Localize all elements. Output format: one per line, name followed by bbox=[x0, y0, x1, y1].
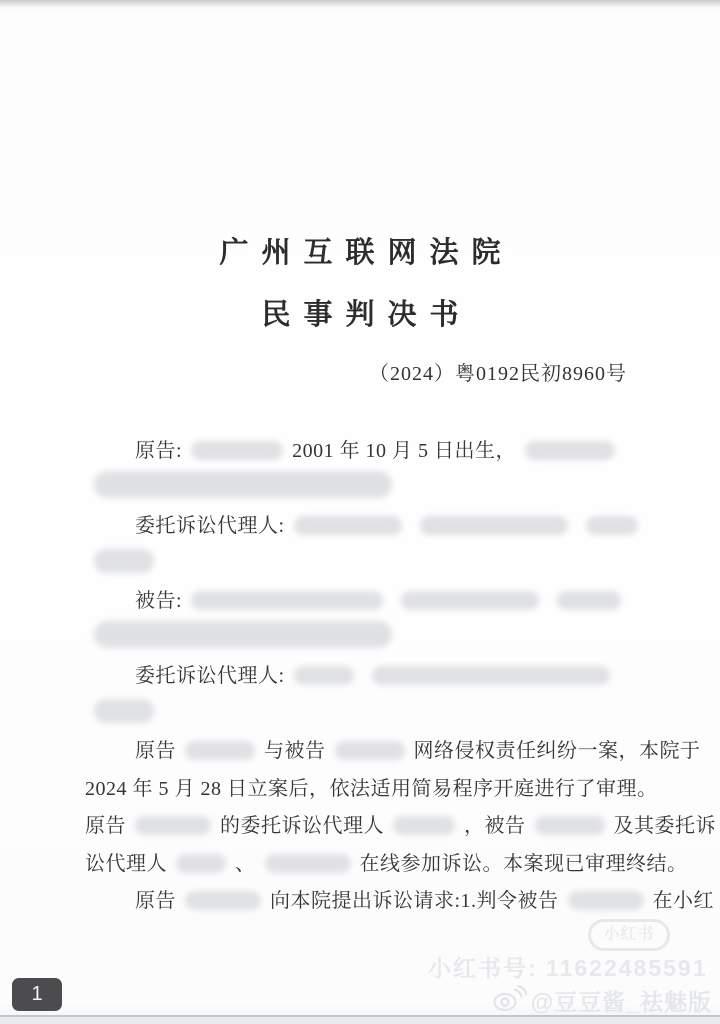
document-line bbox=[85, 808, 716, 846]
photo-top-edge bbox=[0, 0, 720, 8]
redaction-blur bbox=[535, 816, 605, 835]
redaction-blur bbox=[294, 516, 402, 535]
text-segment: 与被告 bbox=[264, 740, 326, 762]
text-segment: 原告 bbox=[85, 815, 126, 837]
text-segment: 原告 bbox=[135, 890, 176, 912]
text-segment: 的委托诉讼代理人 bbox=[220, 815, 384, 837]
redaction-blur bbox=[94, 549, 154, 573]
weibo-watermark bbox=[491, 983, 712, 1018]
redaction-blur bbox=[191, 441, 283, 460]
redaction-blur bbox=[94, 699, 154, 723]
text-segment: 、 bbox=[235, 852, 256, 875]
text-segment: 2024 年 5 月 28 日立案后，依法适用简易程序开庭进行了审理。 bbox=[85, 777, 658, 800]
redaction-blur bbox=[185, 741, 255, 760]
xiaohongshu-id-watermark: 小红书号: 11622485591 bbox=[428, 955, 708, 981]
text-segment: 在小红 bbox=[652, 890, 715, 912]
xiaohongshu-logo-watermark: 小红书 bbox=[588, 919, 670, 951]
text-segment: 在线参加诉讼。本案现已审理终结。 bbox=[359, 852, 688, 875]
redaction-blur bbox=[401, 591, 539, 610]
document-line bbox=[85, 621, 648, 659]
text-segment: 向本院提出诉讼请求:1.判令被告 bbox=[270, 890, 559, 912]
redaction-blur bbox=[568, 891, 644, 910]
redaction-blur bbox=[525, 441, 615, 460]
document-line bbox=[85, 658, 648, 696]
document-line bbox=[85, 771, 658, 809]
redaction-blur bbox=[294, 666, 354, 685]
text-segment: 委托诉讼代理人: bbox=[135, 665, 285, 687]
text-segment: 网络侵权责任纠纷一案，本院于 bbox=[413, 740, 701, 762]
photo-bottom-edge bbox=[0, 1015, 720, 1024]
document-line bbox=[85, 508, 648, 546]
text-segment: 讼代理人 bbox=[85, 852, 167, 875]
redaction-blur bbox=[135, 816, 211, 835]
text-segment: 被告: bbox=[135, 590, 183, 612]
text-segment: 2001 年 10 月 5 日出生， bbox=[292, 440, 517, 462]
redaction-blur bbox=[94, 621, 392, 648]
document-line bbox=[85, 883, 715, 921]
text-segment: ，被告 bbox=[464, 815, 526, 837]
document-line bbox=[85, 696, 648, 734]
redaction-blur bbox=[335, 741, 405, 760]
page-number-badge: 1 bbox=[12, 978, 62, 1011]
document-type-title: 民事判决书 bbox=[261, 299, 472, 331]
redaction-blur bbox=[393, 816, 455, 835]
redaction-blur bbox=[94, 471, 392, 498]
redaction-blur bbox=[372, 666, 610, 685]
document-line bbox=[85, 433, 648, 471]
document-line bbox=[85, 583, 648, 621]
redaction-blur bbox=[265, 854, 351, 873]
document-line bbox=[85, 846, 688, 884]
court-name: 广州互联网法院 bbox=[219, 237, 514, 269]
document-line bbox=[85, 546, 648, 584]
redaction-blur bbox=[191, 591, 383, 610]
redaction-blur bbox=[185, 891, 261, 910]
redaction-blur bbox=[557, 591, 621, 610]
text-segment: 委托诉讼代理人: bbox=[135, 515, 285, 537]
document-body bbox=[85, 433, 716, 921]
document-line bbox=[85, 733, 701, 771]
case-number: （2024）粤0192民初8960号 bbox=[369, 363, 627, 385]
document-line bbox=[85, 471, 648, 509]
redaction-blur bbox=[176, 854, 226, 873]
redaction-blur bbox=[420, 516, 568, 535]
document-title-block bbox=[0, 230, 720, 333]
text-segment: 及其委托诉 bbox=[613, 815, 716, 837]
weibo-icon bbox=[491, 983, 527, 1018]
text-segment: 原告: bbox=[135, 440, 183, 462]
redaction-blur bbox=[586, 516, 638, 535]
weibo-handle-text: @豆豆酱_祛魅版 bbox=[530, 989, 712, 1015]
text-segment: 原告 bbox=[135, 740, 176, 762]
